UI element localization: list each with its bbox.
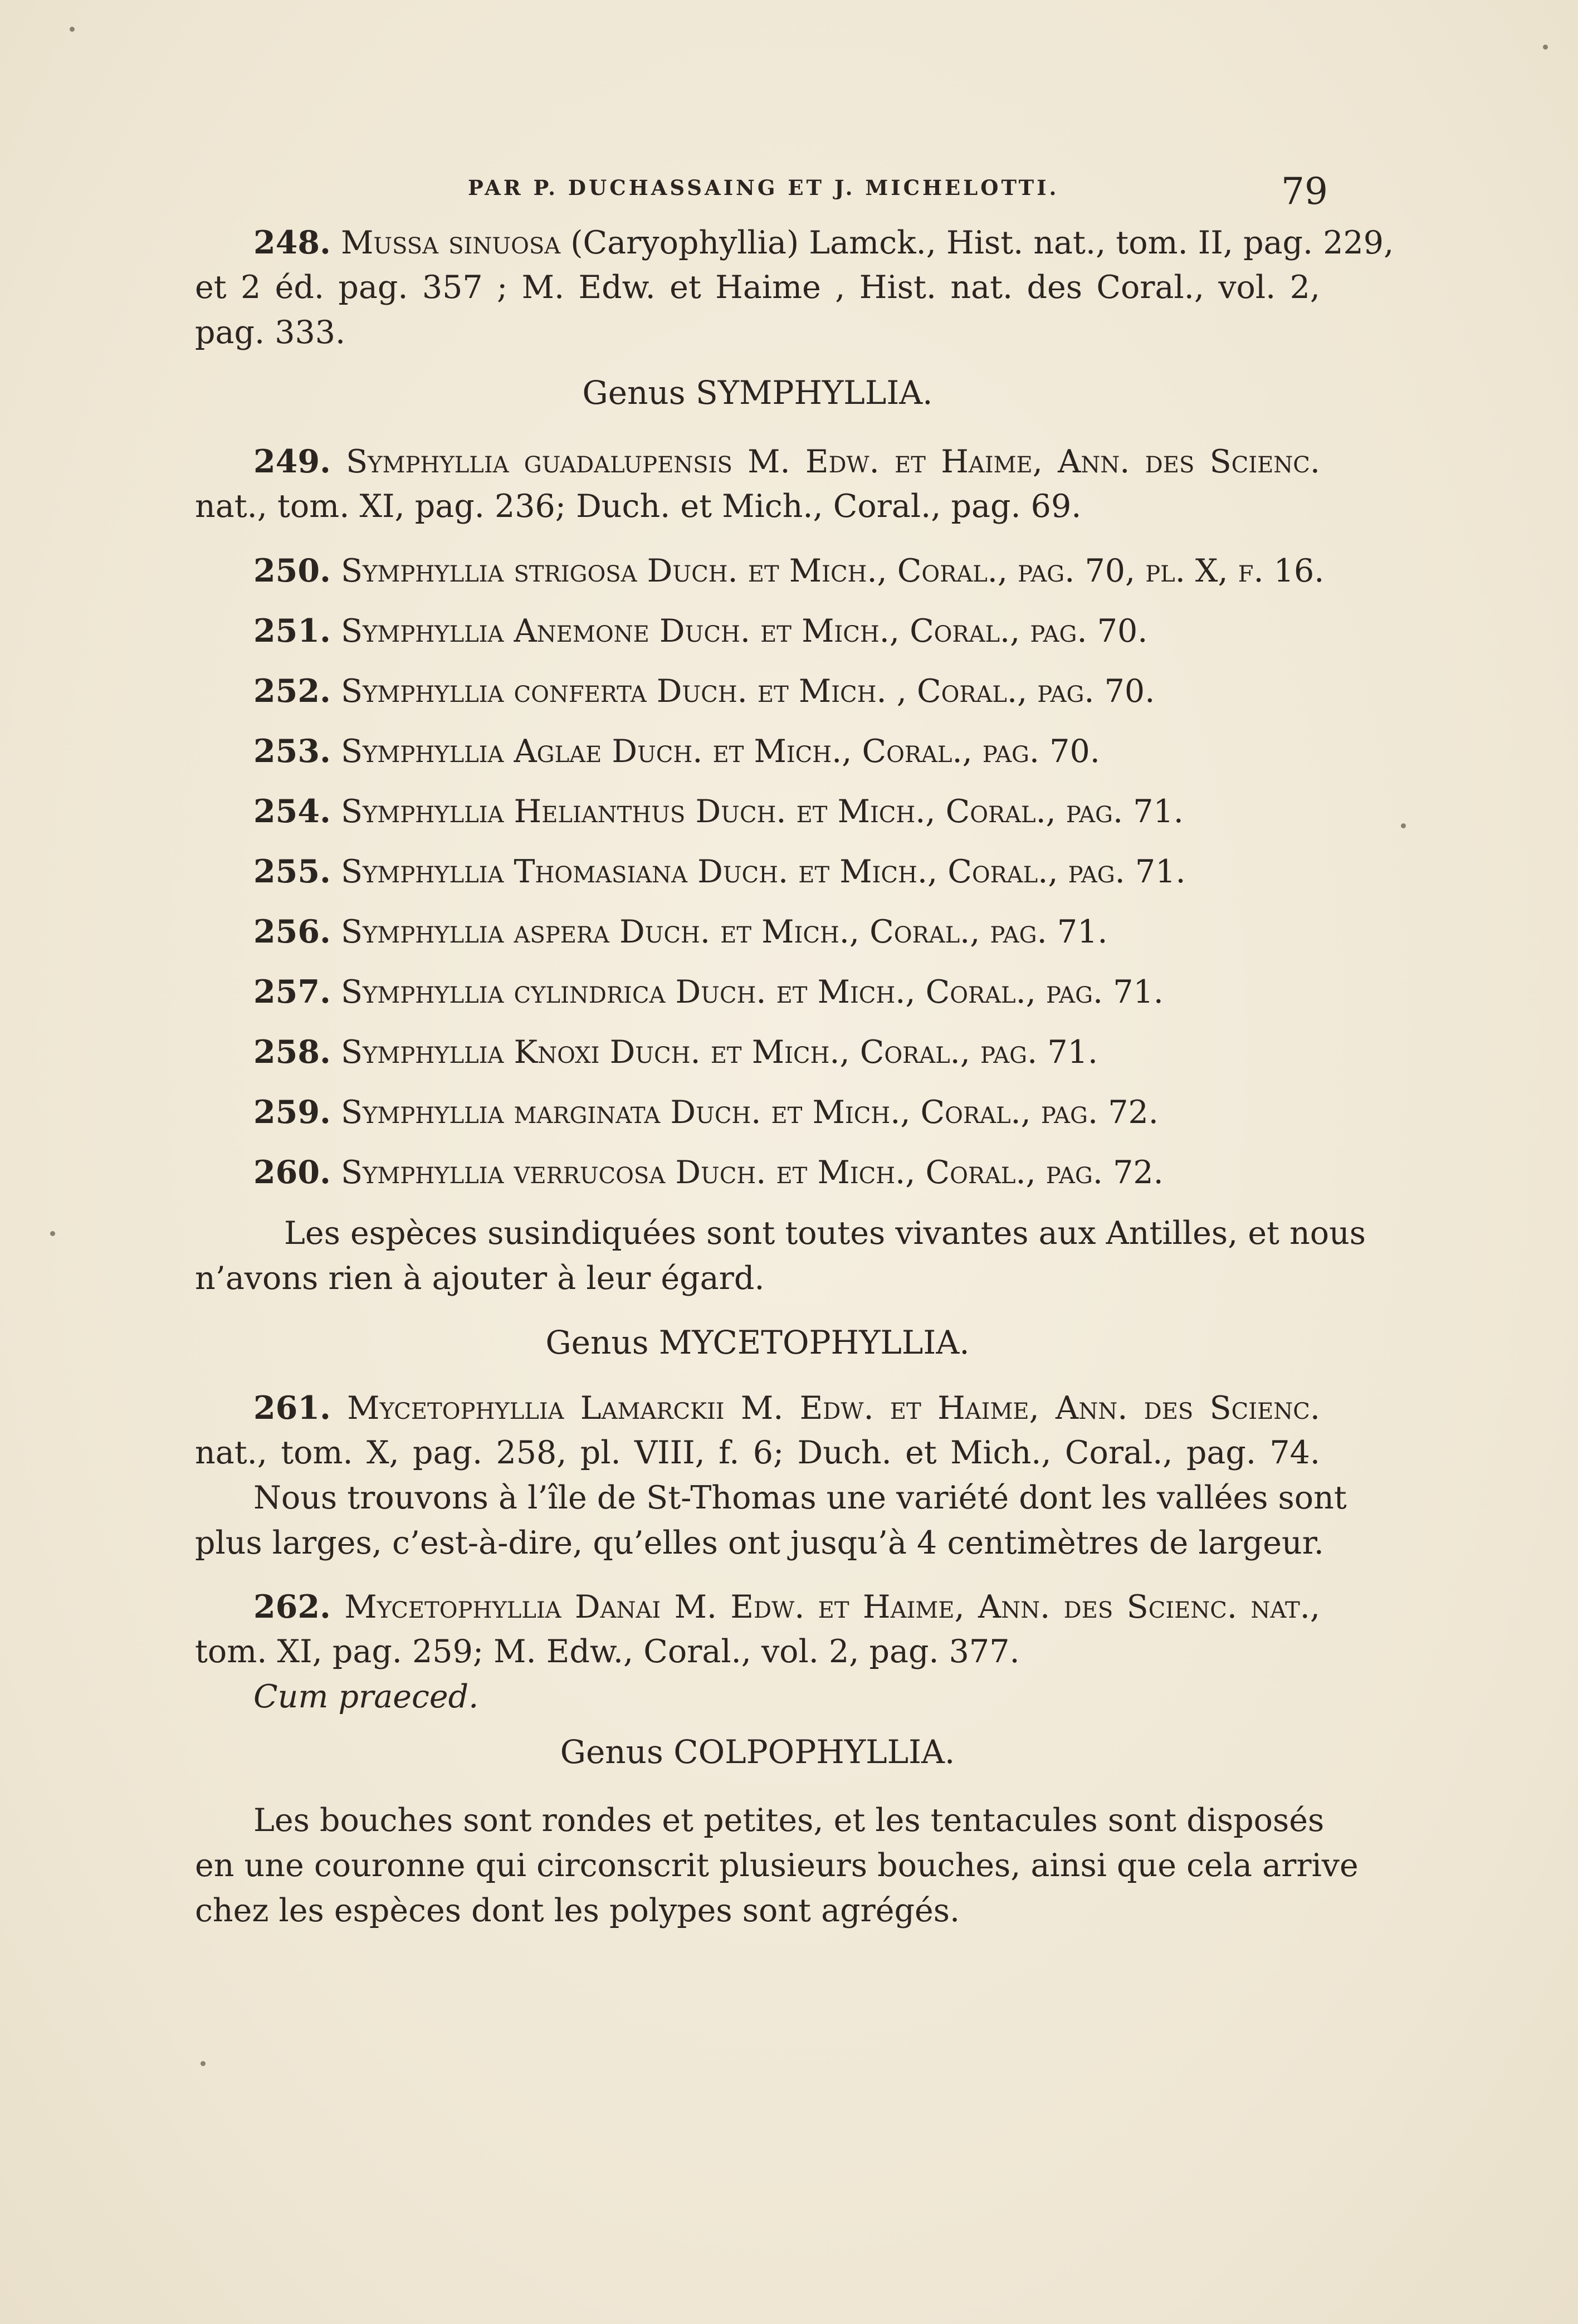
entry-number: 261.	[253, 1389, 331, 1427]
note-text: Nous trouvons à l’île de St-Thomas une variété dont les vallées sont	[253, 1480, 1347, 1516]
entry-261-line4: plus larges, c’est-à-dire, qu’elles ont jusqu’à 4 centimètres de largeur.	[195, 1525, 1324, 1561]
entry-number: 252.	[253, 672, 331, 710]
entry-261-line1	[195, 1385, 1320, 1431]
entry-261-line3	[195, 1476, 1347, 1521]
entry-261-line2: nat., tom. X, pag. 258, pl. VIII, f. 6; Duch. et Mich., Coral., pag. 74.	[195, 1434, 1320, 1471]
entry-257	[253, 969, 1379, 1015]
entry-text: Symphyllia conferta Duch. et Mich. , Coral., pag. 70.	[340, 673, 1155, 710]
remark-line2: n’avons rien à ajouter à leur égard.	[195, 1260, 765, 1297]
genus-heading-symphyllia: Genus SYMPHYLLIA.	[582, 374, 933, 412]
entry-256	[253, 909, 1379, 955]
entry-number: 249.	[253, 443, 331, 480]
colpo-line1	[195, 1798, 1325, 1843]
remark-text: Les espèces susindiquées sont toutes vivantes aux Antilles, et nous	[284, 1215, 1366, 1252]
entry-254	[253, 789, 1379, 834]
paragraph-text: Les bouches sont rondes et petites, et les tentacules sont disposés	[253, 1802, 1325, 1839]
paper-speck	[1401, 823, 1406, 828]
entry-number: 251.	[253, 612, 331, 650]
citation-text: Mycetophyllia Danai M. Edw. et Haime, Ann. des Scienc. nat.,	[344, 1589, 1321, 1625]
remark-line1	[195, 1211, 1366, 1256]
entry-number: 254.	[253, 793, 331, 830]
page-number: 79	[1281, 170, 1328, 213]
entry-text: Symphyllia Thomasiana Duch. et Mich., Coral., pag. 71.	[340, 853, 1186, 890]
entry-250	[253, 548, 1379, 594]
entry-number: 250.	[253, 552, 331, 589]
entry-262-line3: Cum praeced.	[253, 1678, 479, 1715]
entry-number: 262.	[253, 1588, 331, 1625]
genus-heading-mycetophyllia: Genus MYCETOPHYLLIA.	[545, 1324, 970, 1361]
entry-text: Symphyllia strigosa Duch. et Mich., Coral., pag. 70, pl. X, f. 16.	[340, 553, 1325, 589]
entry-number: 257.	[253, 973, 331, 1010]
entry-248-line2: et 2 éd. pag. 357 ; M. Edw. et Haime , Hist. nat. des Coral., vol. 2,	[195, 269, 1320, 306]
entry-248-line1	[195, 220, 1394, 266]
entry-number: 259.	[253, 1093, 331, 1131]
paper-speck	[50, 1231, 55, 1236]
colpo-line2: en une couronne qui circonscrit plusieurs bouches, ainsi que cela arrive	[195, 1847, 1359, 1884]
entry-262-line2: tom. XI, pag. 259; M. Edw., Coral., vol. 2, pag. 377.	[195, 1633, 1020, 1670]
entry-248-line3: pag. 333.	[195, 314, 346, 351]
paper-speck	[70, 27, 75, 32]
entry-262-line1	[195, 1584, 1320, 1630]
entry-number: 255.	[253, 853, 331, 890]
entry-249-line1	[195, 439, 1320, 485]
entry-252	[253, 668, 1379, 714]
entry-text: Symphyllia cylindrica Duch. et Mich., Coral., pag. 71.	[340, 974, 1164, 1010]
citation-text: (Caryophyllia) Lamck., Hist. nat., tom. II, pag. 229,	[570, 224, 1394, 261]
citation-text: Symphyllia guadalupensis M. Edw. et Haime, Ann. des Scienc.	[346, 443, 1320, 480]
entry-255	[253, 849, 1379, 895]
entry-251	[253, 608, 1379, 654]
running-head: PAR P. DUCHASSAING ET J. MICHELOTTI.	[468, 175, 1059, 200]
entry-253	[253, 729, 1379, 774]
genus-heading-colpophyllia: Genus COLPOPHYLLIA.	[560, 1733, 955, 1771]
paper-speck	[201, 2061, 206, 2066]
entry-number: 253.	[253, 733, 331, 770]
colpo-line3: chez les espèces dont les polypes sont agrégés.	[195, 1892, 960, 1929]
entry-number: 248.	[253, 224, 331, 261]
entry-249-line2: nat., tom. XI, pag. 236; Duch. et Mich., Coral., pag. 69.	[195, 488, 1082, 525]
entry-259	[253, 1090, 1379, 1135]
entry-number: 258.	[253, 1033, 331, 1071]
paper-speck	[1543, 45, 1548, 50]
entry-number: 260.	[253, 1154, 331, 1191]
entry-text: Symphyllia aspera Duch. et Mich., Coral., pag. 71.	[340, 914, 1108, 950]
entry-text: Symphyllia Anemone Duch. et Mich., Coral., pag. 70.	[340, 613, 1148, 650]
species-name: sinuosa	[448, 224, 561, 261]
entry-260	[253, 1150, 1379, 1195]
entry-text: Symphyllia Helianthus Duch. et Mich., Coral., pag. 71.	[340, 793, 1184, 830]
entry-text: Symphyllia Aglae Duch. et Mich., Coral., pag. 70.	[340, 733, 1100, 770]
entry-number: 256.	[253, 913, 331, 950]
entry-text: Symphyllia marginata Duch. et Mich., Coral., pag. 72.	[340, 1094, 1159, 1131]
citation-text: Mycetophyllia Lamarckii M. Edw. et Haime, Ann. des Scienc.	[347, 1390, 1320, 1427]
entry-text: Symphyllia verrucosa Duch. et Mich., Coral., pag. 72.	[340, 1154, 1164, 1191]
entry-text: Symphyllia Knoxi Duch. et Mich., Coral., pag. 71.	[340, 1034, 1098, 1071]
genus-name: Mussa	[340, 224, 439, 261]
entry-258	[253, 1029, 1379, 1075]
